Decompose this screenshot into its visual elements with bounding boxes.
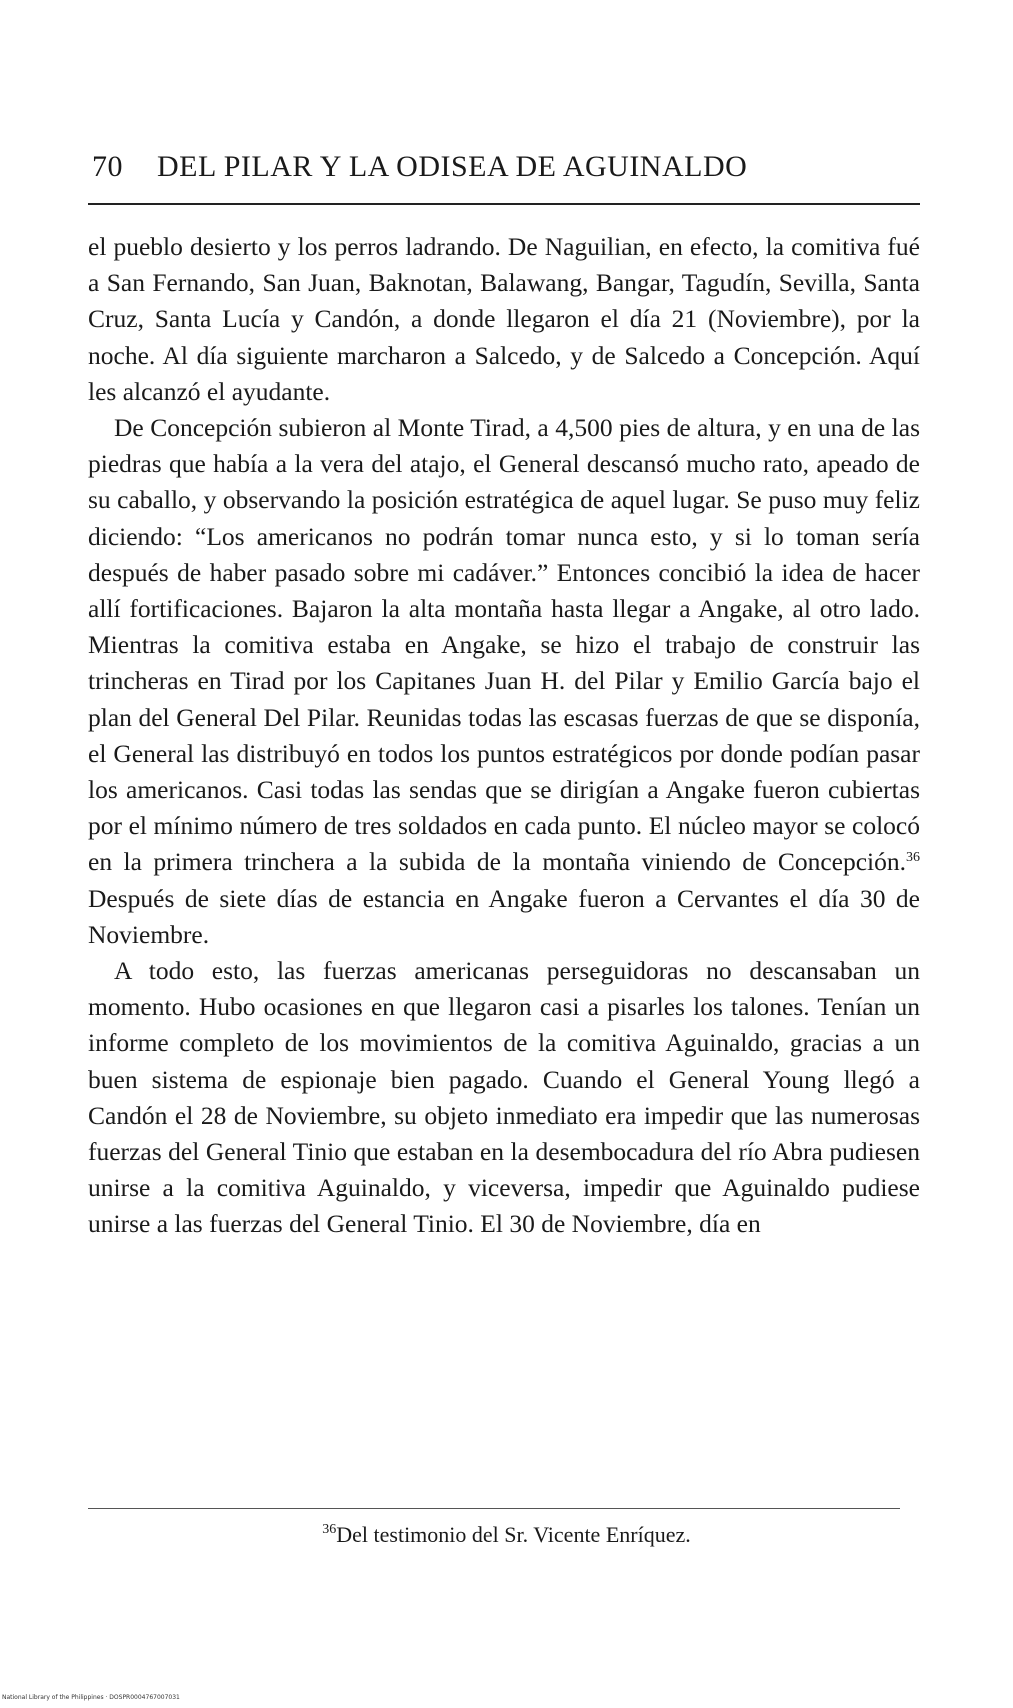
footnote-number: 36 bbox=[322, 1522, 337, 1537]
footnote-rule bbox=[88, 1508, 900, 1509]
body-text bbox=[88, 229, 920, 1243]
paragraph-2 bbox=[88, 410, 920, 953]
page-number: 70 bbox=[92, 150, 123, 183]
paragraph-3: A todo esto, las fuerzas americanas perseguidoras no descansaban un momento. Hubo ocasiones en que llegaron casi a pisarles los talones. Tenían un informe completo de los movimientos de la comitiva Aguinaldo, gracias a un buen sistema de espionaje bien pagado. Cuando el General Young llegó a Candón el 28 de Noviembre, su objeto inmediato era impedir que las numerosas fuerzas del General Tinio que estaban en la desembocadura del río Abra pudiesen unirse a la comitiva Aguinaldo, y viceversa, impedir que Aguinaldo pudiese unirse a las fuerzas del General Tinio. El 30 de Noviembre, día en bbox=[88, 956, 920, 1239]
footnote-ref: 36 bbox=[906, 850, 920, 866]
paragraph-1: el pueblo desierto y los perros ladrando. De Naguilian, en efecto, la comitiva fué a San Fernando, San Juan, Baknotan, Balawang, Bangar, Tagudín, Sevilla, Santa Cruz, Santa Lucía y Candón, a donde llegaron el día 21 (Noviembre), por la noche. Al día siguiente marcharon a Salcedo, y de Salcedo a Concepción. Aquí les alcanzó el ayudante. bbox=[88, 232, 920, 406]
paragraph-2-text: De Concepción subieron al Monte Tirad, a 4,500 pies de altura, y en una de las piedras que había a la vera del atajo, el General descansó mucho rato, apeado de su caballo, y observando la posición estratégica de aquel lugar. Se puso muy feliz diciendo: “Los americanos no podrán tomar nunca esto, y si lo toman sería después de haber pasado sobre mi cadáver.” Entonces concibió la idea de hacer allí fortificaciones. Bajaron la alta montaña hasta llegar a Angake, al otro lado. Mientras la comitiva estaba en Angake, se hizo el trabajo de construir las trincheras en Tirad por los Capitanes Juan H. del Pilar y Emilio García bajo el plan del General Del Pilar. Reunidas todas las escasas fuerzas de que se disponía, el General las distribuyó en todos los puntos estratégicos por donde podían pasar los americanos. Casi todas las sendas que se dirigían a Angake fueron cubiertas por el mínimo número de tres soldados en cada punto. El núcleo mayor se colocó en la primera trinchera a la subida de la montaña viniendo de Concepción. bbox=[88, 413, 920, 877]
footnote bbox=[0, 1522, 1013, 1548]
paragraph-2-text-cont: Después de siete días de estancia en Angake fueron a Cervantes el día 30 de Noviembre. bbox=[88, 883, 920, 949]
library-imprint: National Library of the Philippines · DOSPR0004767007031 bbox=[2, 1694, 180, 1701]
footnote-text: Del testimonio del Sr. Vicente Enríquez. bbox=[336, 1522, 691, 1547]
running-title: DEL PILAR Y LA ODISEA DE AGUINALDO bbox=[157, 150, 748, 183]
header-rule bbox=[88, 203, 920, 205]
running-header bbox=[92, 150, 912, 184]
